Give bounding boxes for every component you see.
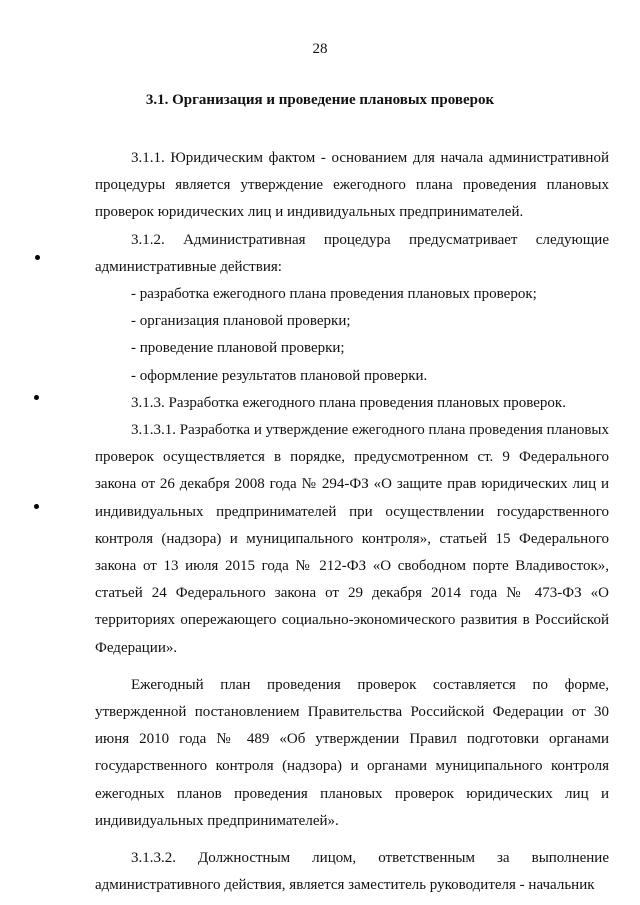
list-item: - оформление результатов плановой проверки. (131, 367, 428, 384)
margin-dot (34, 504, 39, 509)
paragraph-annual-plan: Ежегодный план проведения проверок составляется по форме, утвержденной постановлением Правительства Российской Федерации от 30 июня 2010 года № 489 «Об утверждении Правил подготовки органами государственного контроля (надзора) и органами муниципального контроля ежегодных планов проведения плановых проверок юридических лиц и индивидуальных предпринимателей». (95, 676, 609, 829)
paragraph-3-1-2: 3.1.2. Административная процедура предусматривает следующие административные действия: (95, 231, 609, 275)
paragraph-3-1-3-2: 3.1.3.2. Должностным лицом, ответственным за выполнение административного действия, является заместитель руководителя - начальник (95, 850, 609, 894)
list-item: - проведение плановой проверки; (131, 340, 345, 357)
margin-dot (34, 395, 39, 400)
margin-dot (35, 255, 40, 260)
paragraph-3-1-3-1: 3.1.3.1. Разработка и утверждение ежегодного плана проведения плановых проверок осуществляется в порядке, предусмотренном ст. 9 Федерального закона от 26 декабря 2008 года № 294-ФЗ «О защите прав юридических лиц и индивидуальных предпринимателей при осуществлении государственного контроля (надзора) и муниципального контроля», статьей 15 Федерального закона от 13 июля 2015 года № 212-ФЗ «О свободном порте Владивосток», статьей 24 Федерального закона от 29 декабря 2014 года № 473-ФЗ «О территориях опережающего социально-экономического развития в Российской Федерации». (95, 422, 609, 656)
page-number: 28 (312, 41, 328, 57)
section-heading: 3.1. Организация и проведение плановых проверок (145, 92, 495, 108)
list-item: - разработка ежегодного плана проведения плановых проверок; (131, 286, 537, 303)
paragraph-3-1-3: 3.1.3. Разработка ежегодного плана проведения плановых проверок. (131, 394, 566, 411)
document-body (95, 145, 609, 899)
list-item: - организация плановой проверки; (131, 313, 351, 330)
paragraph-3-1-1: 3.1.1. Юридическим фактом - основанием для начала административной процедуры является утверждение ежегодного плана проведения плановых проверок юридических лиц и индивидуальных предпринимателей. (95, 150, 609, 221)
